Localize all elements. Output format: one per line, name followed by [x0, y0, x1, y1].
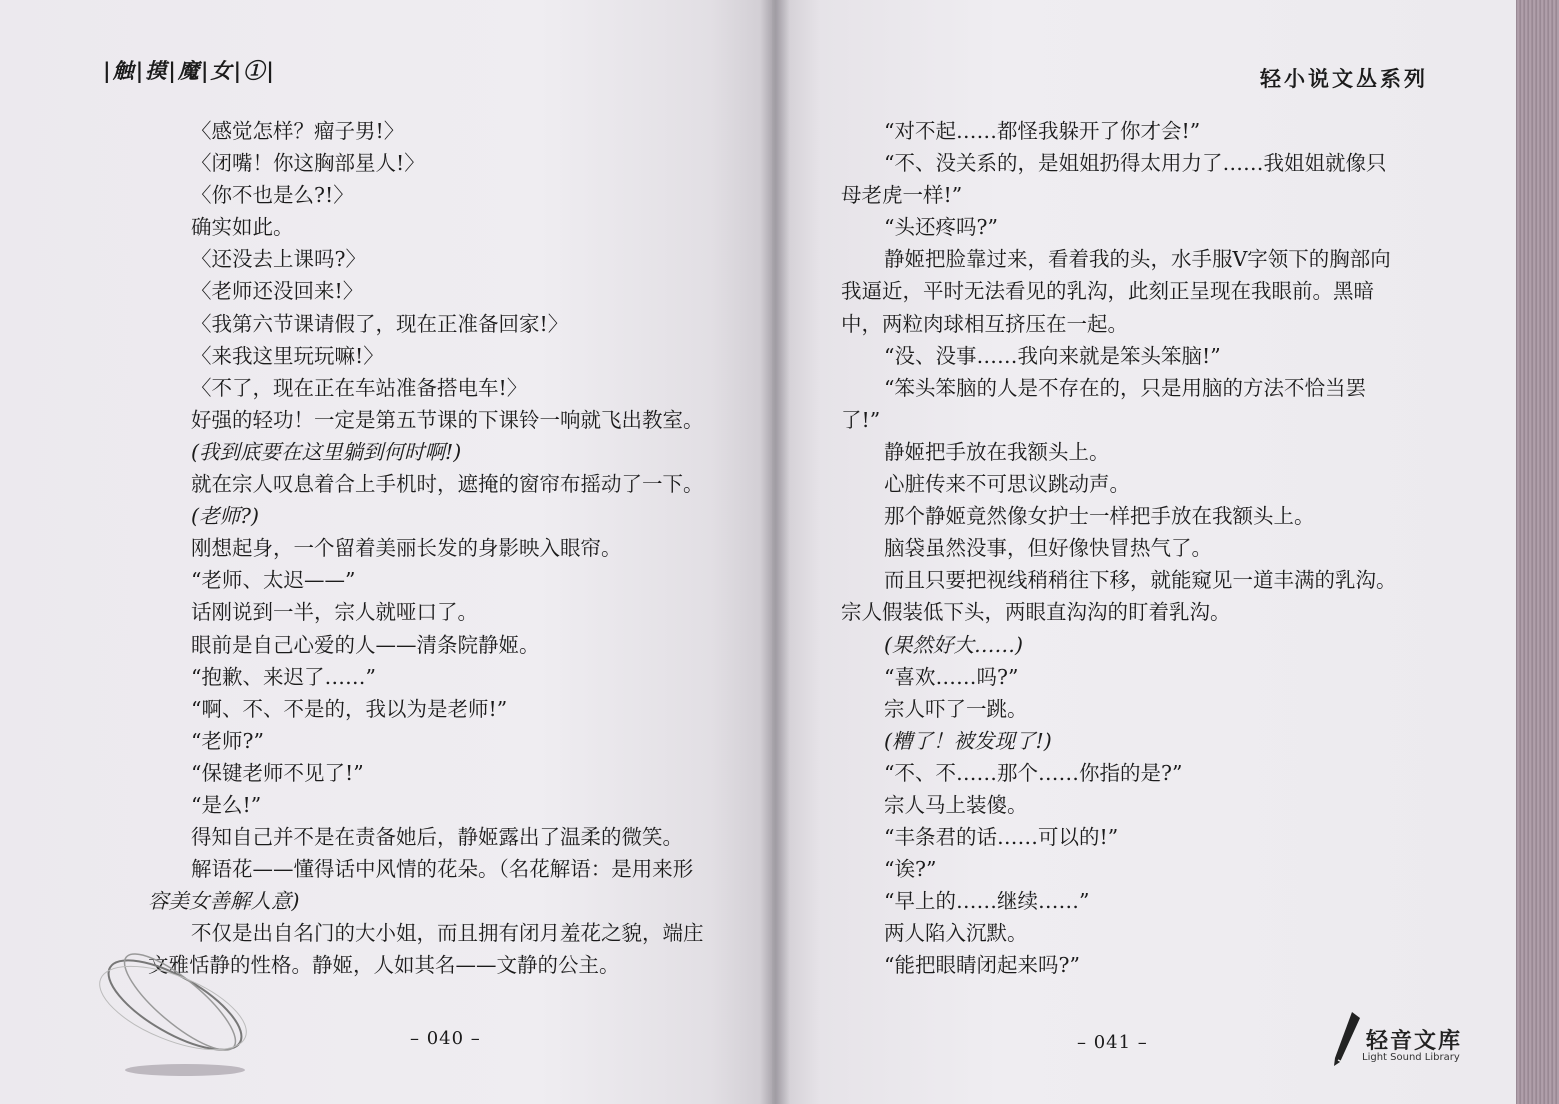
text-line: “啊、不、不是的，我以为是老师!”: [191, 696, 508, 721]
text-line: 〈来我这里玩玩嘛!〉: [191, 343, 384, 368]
page-block-edge: [1516, 0, 1559, 1104]
text-line: (我到底要在这里躺到何时啊!): [191, 439, 462, 464]
right-page-number: – 041 –: [1077, 1032, 1148, 1053]
text-line: “早上的……继续……”: [884, 889, 1090, 914]
text-line: “抱歉、来迟了……”: [191, 664, 376, 689]
text-line: “老师、太迟——”: [191, 568, 356, 593]
text-line: 眼前是自己心爱的人——清条院静姬。: [191, 632, 540, 657]
text-line: “能把眼睛闭起来吗?”: [884, 953, 1080, 978]
text-line: “保键老师不见了!”: [191, 760, 364, 785]
text-line: “不、没关系的，是姐姐扔得太用力了……我姐姐就像只: [884, 151, 1387, 176]
text-line: 那个静姬竟然像女护士一样把手放在我额头上。: [884, 504, 1315, 529]
right-page-header: 轻小说文丛系列: [1260, 66, 1428, 91]
pen-logo-icon: [1330, 1010, 1364, 1068]
text-line: 〈我第六节课请假了，现在正准备回家!〉: [191, 311, 569, 336]
text-line: 宗人马上装傻。: [884, 792, 1028, 817]
text-line: 〈你不也是么?!〉: [191, 183, 354, 208]
text-line: 不仅是出自名门的大小姐，而且拥有闭月羞花之貌，端庄: [191, 921, 704, 946]
text-line: 脑袋虽然没事，但好像快冒热气了。: [884, 536, 1212, 561]
text-line: 〈感觉怎样？瘤子男!〉: [191, 119, 405, 143]
text-line: (果然好大……): [884, 632, 1023, 657]
text-line: 两人陷入沉默。: [884, 921, 1028, 946]
text-line: 确实如此。: [191, 215, 294, 240]
left-page-number: – 040 –: [410, 1028, 481, 1049]
text-line: 文雅恬静的性格。静姬，人如其名——文静的公主。: [148, 953, 620, 978]
text-line: “是么!”: [191, 792, 262, 817]
text-line: 静姬把脸靠过来，看着我的头，水手服V字领下的胸部向: [884, 247, 1391, 272]
text-line: 静姬把手放在我额头上。: [884, 439, 1110, 464]
book-spine-shadow: [760, 0, 790, 1104]
text-line: (老师?): [191, 504, 259, 529]
text-line: 母老虎一样!”: [841, 183, 963, 208]
text-line: 解语花——懂得话中风情的花朵。（名花解语：是用来形: [191, 857, 694, 882]
text-line: 了!”: [841, 407, 881, 432]
text-line: “笨头笨脑的人是不存在的，只是用脑的方法不恰当罢: [884, 375, 1366, 400]
left-page-text: [148, 115, 718, 982]
text-line: 得知自己并不是在责备她后，静姬露出了温柔的微笑。: [191, 825, 683, 850]
text-line: 刚想起身，一个留着美丽长发的身影映入眼帘。: [191, 536, 622, 561]
text-line: 宗人吓了一跳。: [884, 696, 1028, 721]
text-line: 心脏传来不可思议跳动声。: [884, 472, 1130, 497]
text-line: 宗人假装低下头，两眼直沟沟的盯着乳沟。: [841, 600, 1231, 625]
text-line: 〈不了，现在正在车站准备搭电车!〉: [191, 375, 528, 400]
text-line: 中，两粒肉球相互挤压在一起。: [841, 311, 1128, 336]
text-line: “诶?”: [884, 857, 937, 882]
publisher-logo-title: 轻音文库: [1366, 1029, 1463, 1054]
decorative-swoosh-icon: [95, 930, 265, 1080]
text-line: “喜欢……吗?”: [884, 664, 1019, 689]
text-line: 〈闭嘴！你这胸部星人!〉: [191, 151, 425, 176]
text-line: 容美女善解人意): [148, 889, 300, 914]
text-line: 就在宗人叹息着合上手机时，遮掩的窗帘布摇动了一下。: [191, 472, 704, 497]
text-line: 我逼近，平时无法看见的乳沟，此刻正呈现在我眼前。黑暗: [841, 279, 1374, 304]
text-line: “对不起……都怪我躲开了你才会!”: [884, 119, 1201, 143]
text-line: 〈还没去上课吗?〉: [191, 247, 366, 272]
text-line: “头还疼吗?”: [884, 215, 998, 240]
right-page-text: [841, 115, 1415, 982]
text-line: 话刚说到一半，宗人就哑口了。: [191, 600, 478, 625]
text-line: “丰条君的话……可以的!”: [884, 825, 1119, 850]
publisher-logo-subtitle: Light Sound Library: [1362, 1052, 1460, 1063]
text-line: “老师?”: [191, 728, 264, 753]
text-line: “没、没事……我向来就是笨头笨脑!”: [884, 343, 1221, 368]
text-line: 而且只要把视线稍稍往下移，就能窥见一道丰满的乳沟。: [884, 568, 1397, 593]
text-line: 〈老师还没回来!〉: [191, 279, 364, 304]
text-line: 好强的轻功！一定是第五节课的下课铃一响就飞出教室。: [191, 407, 704, 432]
text-line: (糟了！被发现了!): [884, 728, 1052, 753]
left-page-header: |触|摸|魔|女|①|: [103, 58, 276, 83]
text-line: “不、不……那个……你指的是?”: [884, 760, 1183, 785]
